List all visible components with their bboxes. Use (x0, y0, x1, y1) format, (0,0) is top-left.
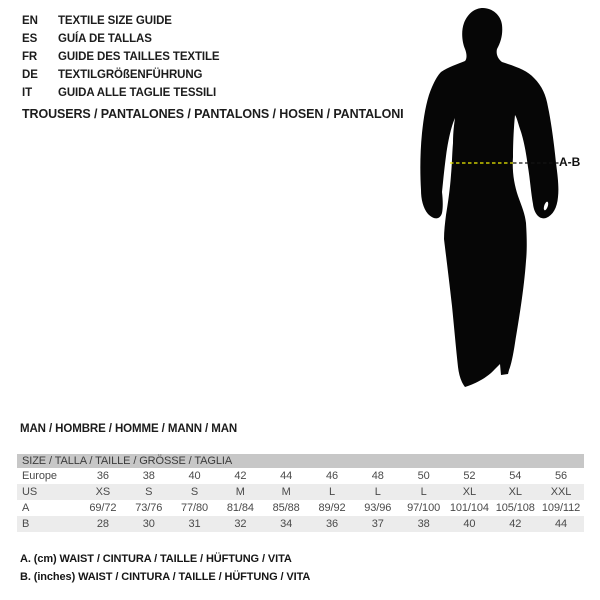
size-row-label: A (22, 502, 30, 514)
language-code: IT (22, 87, 33, 99)
size-table-row (17, 468, 584, 484)
footnote-b: B. (inches) WAIST / CINTURA / TAILLE / HÜFTUNG / VITA (20, 570, 311, 583)
size-row-label: US (22, 486, 38, 498)
footnote-a: A. (cm) WAIST / CINTURA / TAILLE / HÜFTUNG / VITA (20, 553, 292, 565)
size-cell: XL (508, 486, 522, 498)
size-cell: 36 (325, 518, 338, 530)
size-cell: 36 (96, 470, 109, 482)
size-row-label: B (22, 518, 30, 530)
size-cell: XL (462, 486, 477, 498)
size-table-row (17, 516, 584, 532)
man-silhouette-svg (412, 0, 574, 392)
size-cell: S (145, 486, 153, 498)
footnotes (20, 551, 310, 586)
language-row (22, 84, 220, 102)
size-cell: 109/112 (541, 502, 581, 514)
size-cell: 42 (509, 518, 522, 530)
size-cell: 89/92 (318, 502, 346, 514)
size-cell: 81/84 (226, 502, 254, 514)
size-cell: 48 (371, 470, 384, 482)
size-cell: 44 (280, 470, 293, 482)
size-cell: L (420, 486, 427, 498)
size-cell: 44 (555, 518, 568, 530)
size-cell: 69/72 (89, 502, 117, 514)
size-row-label: Europe (22, 470, 57, 482)
size-cell: 30 (142, 518, 155, 530)
size-cell: 42 (234, 470, 247, 482)
size-cell: 38 (417, 518, 430, 530)
language-title: GUÍA DE TALLAS (58, 33, 152, 45)
measure-ab-label: A-B (559, 155, 581, 169)
garment-title: TROUSERS / PANTALONES / PANTALONS / HOSEN / PANTALONI (22, 107, 404, 121)
language-code: ES (22, 33, 38, 45)
language-row (22, 12, 220, 30)
size-cell: 40 (463, 518, 476, 530)
size-cell: 85/88 (272, 502, 300, 514)
size-cell: 50 (417, 470, 430, 482)
size-cell: XXL (550, 486, 572, 498)
language-code: EN (22, 15, 38, 27)
size-table-header: SIZE / TALLA / TAILLE / GRÖSSE / TAGLIA (17, 454, 584, 468)
gender-title: MAN / HOMBRE / HOMME / MANN / MAN (20, 423, 238, 435)
language-row (22, 48, 220, 66)
size-cell: L (328, 486, 335, 498)
language-header (22, 12, 220, 102)
size-cell: 101/104 (449, 502, 489, 514)
size-cell: 31 (188, 518, 201, 530)
size-cell: 28 (96, 518, 109, 530)
size-cell: 56 (555, 470, 568, 482)
size-cell: L (374, 486, 381, 498)
language-title: TEXTILGRÖßENFÜHRUNG (58, 69, 203, 81)
man-silhouette (412, 0, 574, 392)
size-cell: XS (95, 486, 111, 498)
size-cell: 38 (142, 470, 155, 482)
size-cell: M (281, 486, 291, 498)
size-cell: 52 (463, 470, 476, 482)
size-cell: 97/100 (407, 502, 441, 514)
size-cell: 93/96 (364, 502, 392, 514)
language-code: FR (22, 51, 38, 63)
language-code: DE (22, 69, 38, 81)
size-cell: 77/80 (181, 502, 209, 514)
man-body-shape (420, 8, 558, 387)
language-row (22, 66, 220, 84)
size-table-body (17, 468, 584, 532)
size-table-row (17, 500, 584, 516)
language-row (22, 30, 220, 48)
size-cell: 34 (280, 518, 293, 530)
size-cell: 73/76 (135, 502, 163, 514)
size-cell: 32 (234, 518, 247, 530)
size-cell: 54 (509, 470, 522, 482)
size-table (17, 454, 584, 532)
size-cell: 46 (325, 470, 338, 482)
size-table-row (17, 484, 584, 500)
language-title: GUIDA ALLE TAGLIE TESSILI (58, 87, 217, 99)
size-cell: 105/108 (495, 502, 535, 514)
size-cell: S (190, 486, 199, 498)
language-title: TEXTILE SIZE GUIDE (58, 15, 172, 27)
size-cell: M (235, 486, 245, 498)
language-title: GUIDE DES TAILLES TEXTILE (58, 51, 220, 63)
size-cell: 40 (188, 470, 201, 482)
size-cell: 37 (371, 518, 384, 530)
